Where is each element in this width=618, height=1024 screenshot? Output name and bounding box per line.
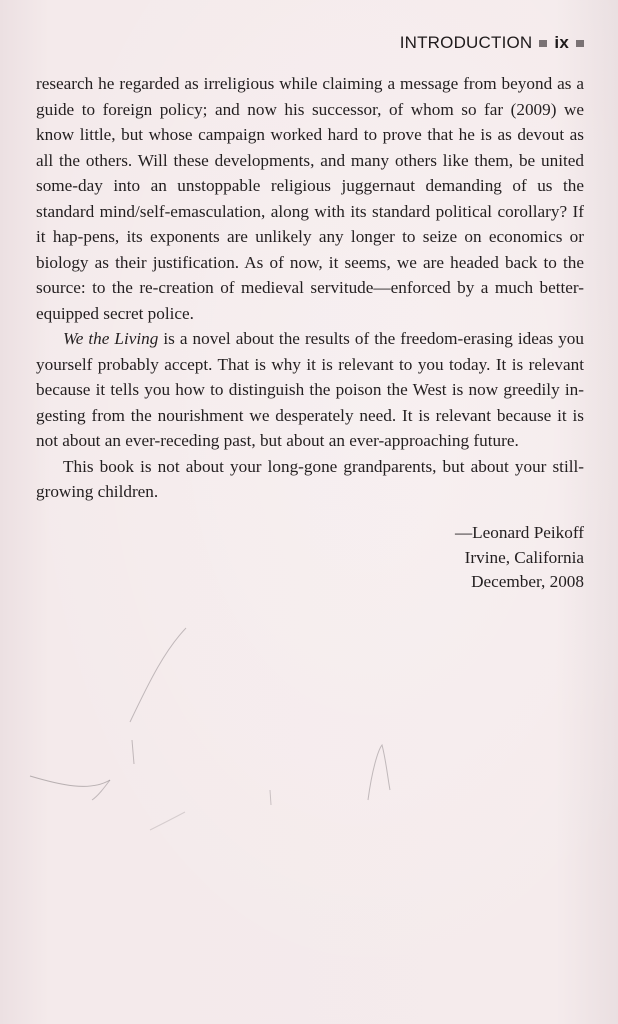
paragraph-2	[36, 326, 584, 454]
signature-author: —Leonard Peikoff	[454, 523, 584, 542]
signature-place: Irvine, California	[464, 547, 584, 567]
running-head-section: INTRODUCTION	[399, 33, 533, 52]
signature-block	[455, 521, 584, 595]
paragraph-2-text: is a novel about the results of the freedom-erasing ideas you yourself probably accept. That is why it is relevant to you today. It is relevant because it tells you how to distinguish the poison the West is now greedily in-gesting from the nourishment we desperately need. It is relevant because it is not about an ever-receding past, but about an ever-approaching future.	[36, 329, 584, 450]
square-ornament-icon	[576, 40, 584, 47]
signature-date: December, 2008	[471, 572, 584, 591]
running-head	[400, 33, 584, 53]
body-text	[36, 71, 584, 505]
page-number: ix	[554, 33, 569, 52]
book-title: We the Living	[63, 329, 159, 348]
paragraph-3: This book is not about your long-gone grandparents, but about your still-growing children.	[36, 456, 584, 501]
square-ornament-icon	[539, 40, 547, 47]
paragraph-1: research he regarded as irreligious while claiming a message from beyond as a guide to foreign policy; and now his successor, of whom so far (2009) we know little, but whose campaign worked hard to prove that he is as devout as all the others. Will these developments, and many others like them, be united some-day into an unstoppable religious juggernaut demanding of us the standard mind/self-emasculation, along with its standard political corollary? If it hap-pens, its exponents are unlikely any longer to seize on economics or biology as their justification. As of now, it seems, we are headed back to the source: to the re-creation of medieval servitude—enforced by a much better-equipped secret police.	[36, 74, 584, 323]
